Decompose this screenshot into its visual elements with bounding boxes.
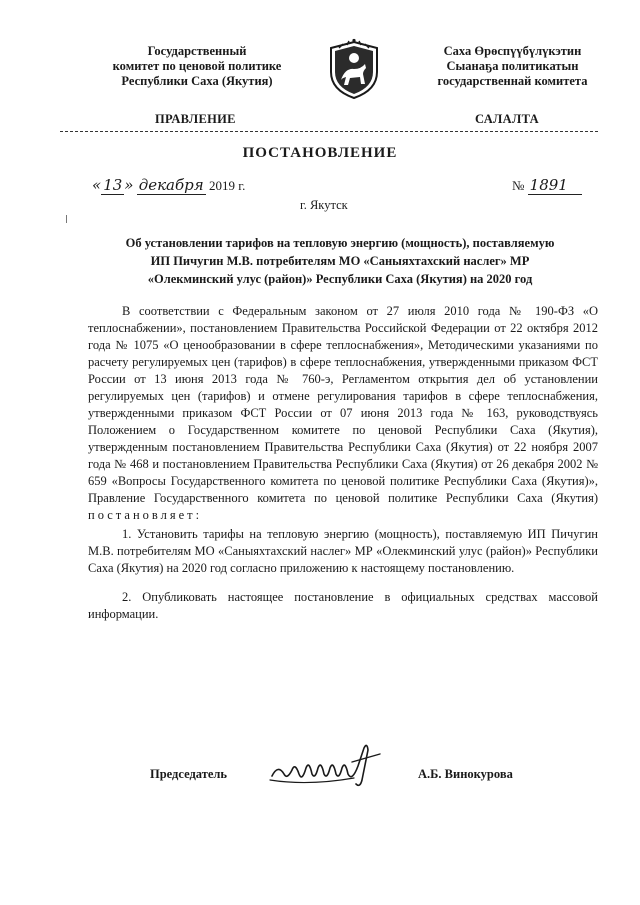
date-day: 13 — [103, 176, 123, 194]
document-number — [512, 176, 582, 195]
header-right-line: Сыанаҕа политикатын — [446, 59, 579, 73]
header-right-org — [405, 44, 620, 89]
header-left-line: комитет по ценовой политике — [112, 59, 282, 73]
margin-mark — [66, 215, 70, 223]
preamble-paragraph — [88, 303, 598, 524]
date-year: 2019 г. — [208, 178, 246, 193]
subject-line: «Олекминский улус (район)» Республики Саха (Якутия) на 2020 год — [147, 272, 533, 286]
header-left-line: Государственный — [147, 44, 247, 58]
document-body — [88, 303, 598, 623]
handwritten-signature-icon — [268, 740, 388, 792]
document-title: ПОСТАНОВЛЕНИЕ — [242, 145, 398, 161]
header-right-line: государственнай комитета — [437, 74, 588, 88]
date-open-quote: « — [92, 176, 102, 194]
date-month: декабря — [138, 176, 204, 194]
subject-line: ИП Пичугин М.В. потребителям МО «Саныяхтахский наслег» МР — [150, 254, 530, 268]
signatory-position: Председатель — [150, 767, 228, 781]
number-value: 1891 — [528, 176, 582, 195]
resolution-item-2: 2. Опубликовать настоящее постановление в официальных средствах массовой информации. — [88, 590, 598, 621]
header-divider — [60, 131, 598, 132]
header-left-line: Республики Саха (Якутия) — [121, 74, 273, 88]
preamble-text: В соответствии с Федеральным законом от 27 июля 2010 года № 190-ФЗ «О теплоснабжении», постановлением Правительства Российской Федерации от 22 октября 2012 года № 1075 «О ценообразовании в сфере теплоснабжения», Методическими указаниями по расчету регулируемых цен (тарифов) в сфере теплоснабжения, утвержденными приказом ФСТ России от 13 июня 2013 года № 760-э, Регламентом открытия дел об установлении регулируемых цен (тарифов) и отмене регулирования тарифов в сфере теплоснабжения, утвержденными приказом ФСТ России от 07 июня 2013 года № 163, руководствуясь Положением о Государственном комитете по ценовой Республики Саха (Якутия), утвержденным постановлением Правительства Республики Саха (Якутия) от 22 ноября 2007 года № 468 и постановлением Правительства Республики Саха (Якутия) от 26 декабря 2002 № 659 «Вопросы Государственного комитета по ценовой политике Республики Саха (Якутия)», Правление Государственного комитета по ценовой политике Республики Саха (Якутия) — [88, 304, 598, 505]
resolves-word: постановляет: — [88, 508, 203, 522]
document-date — [92, 176, 245, 195]
resolution-item-1: 1. Установить тарифы на тепловую энергию (мощность), поставляемую ИП Пичугин М.В. потребителям МО «Саныяхтахский наслег» МР «Олекминский улус (район)» Республики Саха (Якутия) на 2020 год согласно приложению к настоящему постановлению. — [88, 527, 598, 575]
coat-of-arms-icon — [325, 38, 383, 100]
header-right-line: Саха Өрөспүүбүлүкэтин — [443, 44, 582, 58]
number-prefix: № — [512, 178, 525, 193]
date-close-quote: » — [124, 176, 134, 194]
header-left-subtitle: ПРАВЛЕНИЕ — [155, 112, 236, 126]
header-left-org — [92, 44, 302, 89]
document-subject — [85, 234, 595, 288]
signatory-name: А.Б. Винокурова — [418, 767, 513, 781]
document-city: г. Якутск — [300, 198, 348, 212]
header-right-subtitle: САЛАЛТА — [475, 112, 539, 126]
subject-line: Об установлении тарифов на тепловую энергию (мощность), поставляемую — [125, 236, 555, 250]
